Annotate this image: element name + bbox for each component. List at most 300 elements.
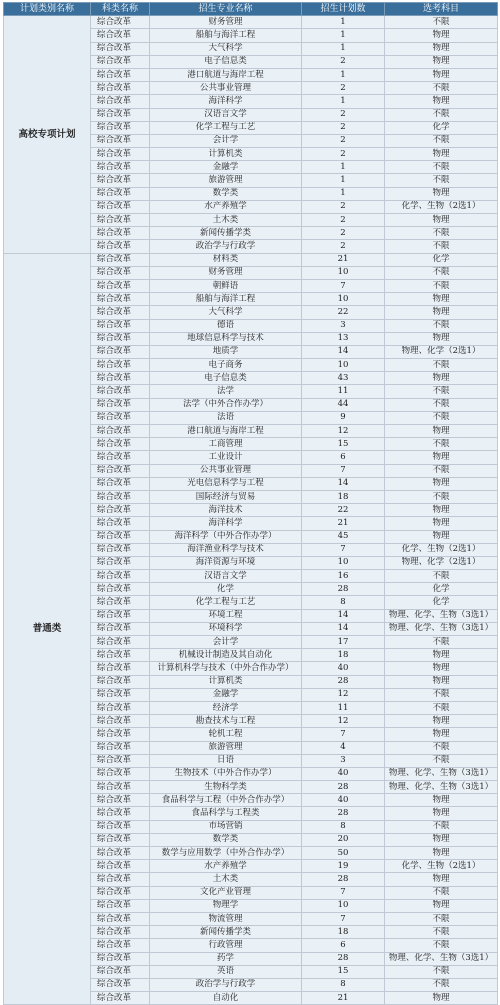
major-name-cell: 电子信息类	[150, 372, 302, 385]
subject-category-cell: 综合改革	[91, 886, 150, 899]
required-subjects-cell: 不限	[385, 912, 498, 925]
major-name-cell: 海洋科学	[150, 95, 302, 108]
subject-category-cell: 综合改革	[91, 411, 150, 424]
subject-category-cell: 综合改革	[91, 965, 150, 978]
major-name-cell: 文化产业管理	[150, 886, 302, 899]
required-subjects-cell: 不限	[385, 240, 498, 253]
subject-category-cell: 综合改革	[91, 29, 150, 42]
plan-count-cell: 1	[302, 42, 385, 55]
header-major-name: 招生专业名称	[150, 3, 302, 16]
required-subjects-cell: 物理	[385, 873, 498, 886]
required-subjects-cell: 不限	[385, 490, 498, 503]
subject-category-cell: 综合改革	[91, 794, 150, 807]
plan-count-cell: 43	[302, 372, 385, 385]
major-name-cell: 药学	[150, 952, 302, 965]
plan-count-cell: 2	[302, 82, 385, 95]
major-name-cell: 化学	[150, 583, 302, 596]
major-name-cell: 汉语言文学	[150, 570, 302, 583]
major-name-cell: 海洋渔业科学与技术	[150, 543, 302, 556]
major-name-cell: 物理学	[150, 899, 302, 912]
plan-count-cell: 18	[302, 926, 385, 939]
plan-count-cell: 20	[302, 833, 385, 846]
subject-category-cell: 综合改革	[91, 939, 150, 952]
plan-count-cell: 40	[302, 662, 385, 675]
subject-category-cell: 综合改革	[91, 134, 150, 147]
subject-category-cell: 综合改革	[91, 148, 150, 161]
required-subjects-cell: 物理	[385, 293, 498, 306]
major-name-cell: 工商管理	[150, 438, 302, 451]
subject-category-cell: 综合改革	[91, 253, 150, 266]
plan-count-cell: 7	[302, 886, 385, 899]
plan-count-cell: 50	[302, 847, 385, 860]
plan-count-cell: 9	[302, 411, 385, 424]
plan-count-cell: 14	[302, 609, 385, 622]
required-subjects-cell: 化学、生物（2选1）	[385, 543, 498, 556]
plan-count-cell: 10	[302, 266, 385, 279]
subject-category-cell: 综合改革	[91, 240, 150, 253]
subject-category-cell: 综合改革	[91, 701, 150, 714]
plan-count-cell: 28	[302, 952, 385, 965]
subject-category-cell: 综合改革	[91, 767, 150, 780]
plan-count-cell: 14	[302, 345, 385, 358]
subject-category-cell: 综合改革	[91, 912, 150, 925]
required-subjects-cell: 物理、化学、生物（3选1）	[385, 609, 498, 622]
subject-category-cell: 综合改革	[91, 833, 150, 846]
required-subjects-cell: 不限	[385, 464, 498, 477]
plan-count-cell: 22	[302, 306, 385, 319]
major-name-cell: 机械设计制造及其自动化	[150, 649, 302, 662]
subject-category-cell: 综合改革	[91, 425, 150, 438]
required-subjects-cell: 不限	[385, 266, 498, 279]
subject-category-cell: 综合改革	[91, 570, 150, 583]
subject-category-cell: 综合改革	[91, 161, 150, 174]
required-subjects-cell: 物理	[385, 807, 498, 820]
major-name-cell: 计算机类	[150, 148, 302, 161]
major-name-cell: 政治学与行政学	[150, 978, 302, 991]
required-subjects-cell: 化学	[385, 121, 498, 134]
table-row	[4, 253, 498, 266]
plan-count-cell: 6	[302, 451, 385, 464]
required-subjects-cell: 不限	[385, 886, 498, 899]
header-plan-category: 计划类别名称	[4, 3, 91, 16]
plan-count-cell: 2	[302, 121, 385, 134]
plan-count-cell: 7	[302, 279, 385, 292]
plan-count-cell: 2	[302, 134, 385, 147]
major-name-cell: 电子商务	[150, 359, 302, 372]
plan-count-cell: 13	[302, 332, 385, 345]
header-required-subjects: 选考科目	[385, 3, 498, 16]
plan-count-cell: 28	[302, 807, 385, 820]
subject-category-cell: 综合改革	[91, 174, 150, 187]
major-name-cell: 大气科学	[150, 306, 302, 319]
plan-count-cell: 11	[302, 701, 385, 714]
table-body	[4, 16, 498, 1005]
plan-count-cell: 10	[302, 556, 385, 569]
major-name-cell: 材料类	[150, 253, 302, 266]
required-subjects-cell: 不限	[385, 174, 498, 187]
subject-category-cell: 综合改革	[91, 214, 150, 227]
plan-count-cell: 2	[302, 55, 385, 68]
required-subjects-cell: 物理	[385, 425, 498, 438]
required-subjects-cell: 化学、生物（2选1）	[385, 860, 498, 873]
required-subjects-cell: 物理、化学（2选1）	[385, 345, 498, 358]
subject-category-cell: 综合改革	[91, 227, 150, 240]
major-name-cell: 旅游管理	[150, 741, 302, 754]
required-subjects-cell: 物理	[385, 42, 498, 55]
plan-count-cell: 10	[302, 899, 385, 912]
plan-count-cell: 12	[302, 715, 385, 728]
subject-category-cell: 综合改革	[91, 649, 150, 662]
required-subjects-cell: 不限	[385, 965, 498, 978]
major-name-cell: 水产养殖学	[150, 860, 302, 873]
major-name-cell: 生物技术（中外合作办学）	[150, 767, 302, 780]
major-name-cell: 土木类	[150, 873, 302, 886]
required-subjects-cell: 物理、化学、生物（3选1）	[385, 952, 498, 965]
subject-category-cell: 综合改革	[91, 899, 150, 912]
required-subjects-cell: 物理	[385, 214, 498, 227]
required-subjects-cell: 不限	[385, 438, 498, 451]
major-name-cell: 食品科学与工程（中外合作办学）	[150, 794, 302, 807]
plan-count-cell: 8	[302, 596, 385, 609]
plan-count-cell: 22	[302, 504, 385, 517]
header-row	[4, 3, 498, 16]
plan-count-cell: 28	[302, 873, 385, 886]
major-name-cell: 土木类	[150, 214, 302, 227]
required-subjects-cell: 物理	[385, 899, 498, 912]
required-subjects-cell: 物理	[385, 992, 498, 1005]
major-name-cell: 数学类	[150, 833, 302, 846]
required-subjects-cell: 物理	[385, 662, 498, 675]
major-name-cell: 英语	[150, 965, 302, 978]
required-subjects-cell: 物理	[385, 55, 498, 68]
major-name-cell: 自动化	[150, 992, 302, 1005]
major-name-cell: 海洋资源与环境	[150, 556, 302, 569]
plan-category-cell: 高校专项计划	[4, 16, 91, 253]
plan-count-cell: 21	[302, 517, 385, 530]
subject-category-cell: 综合改革	[91, 319, 150, 332]
major-name-cell: 法语	[150, 411, 302, 424]
plan-category-cell: 普通类	[4, 253, 91, 1005]
subject-category-cell: 综合改革	[91, 596, 150, 609]
plan-count-cell: 28	[302, 781, 385, 794]
required-subjects-cell: 物理	[385, 332, 498, 345]
subject-category-cell: 综合改革	[91, 754, 150, 767]
required-subjects-cell: 不限	[385, 108, 498, 121]
required-subjects-cell: 不限	[385, 701, 498, 714]
plan-count-cell: 2	[302, 148, 385, 161]
subject-category-cell: 综合改革	[91, 543, 150, 556]
major-name-cell: 光电信息科学与工程	[150, 477, 302, 490]
major-name-cell: 会计学	[150, 636, 302, 649]
plan-count-cell: 7	[302, 728, 385, 741]
required-subjects-cell: 不限	[385, 636, 498, 649]
major-name-cell: 数学类	[150, 187, 302, 200]
subject-category-cell: 综合改革	[91, 609, 150, 622]
major-name-cell: 财务管理	[150, 266, 302, 279]
required-subjects-cell: 物理	[385, 675, 498, 688]
plan-count-cell: 2	[302, 200, 385, 213]
subject-category-cell: 综合改革	[91, 279, 150, 292]
major-name-cell: 环境工程	[150, 609, 302, 622]
subject-category-cell: 综合改革	[91, 662, 150, 675]
major-name-cell: 海洋技术	[150, 504, 302, 517]
major-name-cell: 公共事业管理	[150, 464, 302, 477]
subject-category-cell: 综合改革	[91, 293, 150, 306]
subject-category-cell: 综合改革	[91, 121, 150, 134]
required-subjects-cell: 物理	[385, 306, 498, 319]
major-name-cell: 地球信息科学与技术	[150, 332, 302, 345]
subject-category-cell: 综合改革	[91, 42, 150, 55]
major-name-cell: 大气科学	[150, 42, 302, 55]
required-subjects-cell: 物理、化学、生物（3选1）	[385, 781, 498, 794]
required-subjects-cell: 不限	[385, 570, 498, 583]
required-subjects-cell: 物理	[385, 95, 498, 108]
required-subjects-cell: 不限	[385, 227, 498, 240]
major-name-cell: 地质学	[150, 345, 302, 358]
major-name-cell: 物流管理	[150, 912, 302, 925]
required-subjects-cell: 不限	[385, 741, 498, 754]
plan-count-cell: 11	[302, 385, 385, 398]
required-subjects-cell: 物理	[385, 517, 498, 530]
subject-category-cell: 综合改革	[91, 504, 150, 517]
subject-category-cell: 综合改革	[91, 530, 150, 543]
subject-category-cell: 综合改革	[91, 464, 150, 477]
plan-count-cell: 6	[302, 939, 385, 952]
major-name-cell: 政治学与行政学	[150, 240, 302, 253]
plan-count-cell: 3	[302, 754, 385, 767]
subject-category-cell: 综合改革	[91, 517, 150, 530]
major-name-cell: 电子信息类	[150, 55, 302, 68]
major-name-cell: 新闻传播学类	[150, 926, 302, 939]
plan-count-cell: 12	[302, 425, 385, 438]
major-name-cell: 环境科学	[150, 622, 302, 635]
major-name-cell: 日语	[150, 754, 302, 767]
required-subjects-cell: 物理	[385, 148, 498, 161]
subject-category-cell: 综合改革	[91, 332, 150, 345]
subject-category-cell: 综合改革	[91, 187, 150, 200]
major-name-cell: 金融学	[150, 688, 302, 701]
major-name-cell: 国际经济与贸易	[150, 490, 302, 503]
header-subject-category: 科类名称	[91, 3, 150, 16]
major-name-cell: 公共事业管理	[150, 82, 302, 95]
required-subjects-cell: 物理	[385, 715, 498, 728]
required-subjects-cell: 不限	[385, 134, 498, 147]
subject-category-cell: 综合改革	[91, 622, 150, 635]
required-subjects-cell: 物理	[385, 187, 498, 200]
subject-category-cell: 综合改革	[91, 16, 150, 29]
major-name-cell: 食品科学与工程类	[150, 807, 302, 820]
major-name-cell: 海洋科学	[150, 517, 302, 530]
subject-category-cell: 综合改革	[91, 728, 150, 741]
required-subjects-cell: 物理、化学（2选1）	[385, 556, 498, 569]
required-subjects-cell: 不限	[385, 385, 498, 398]
plan-count-cell: 28	[302, 675, 385, 688]
plan-count-cell: 3	[302, 319, 385, 332]
required-subjects-cell: 不限	[385, 161, 498, 174]
plan-count-cell: 2	[302, 214, 385, 227]
required-subjects-cell: 不限	[385, 398, 498, 411]
plan-count-cell: 14	[302, 477, 385, 490]
required-subjects-cell: 物理、化学、生物（3选1）	[385, 622, 498, 635]
subject-category-cell: 综合改革	[91, 675, 150, 688]
plan-count-cell: 7	[302, 912, 385, 925]
required-subjects-cell: 不限	[385, 688, 498, 701]
plan-count-cell: 1	[302, 16, 385, 29]
subject-category-cell: 综合改革	[91, 847, 150, 860]
required-subjects-cell: 不限	[385, 16, 498, 29]
major-name-cell: 德语	[150, 319, 302, 332]
required-subjects-cell: 物理	[385, 847, 498, 860]
plan-count-cell: 21	[302, 992, 385, 1005]
subject-category-cell: 综合改革	[91, 807, 150, 820]
plan-count-cell: 40	[302, 767, 385, 780]
required-subjects-cell: 物理	[385, 477, 498, 490]
required-subjects-cell: 化学	[385, 253, 498, 266]
major-name-cell: 化学工程与工艺	[150, 121, 302, 134]
subject-category-cell: 综合改革	[91, 860, 150, 873]
subject-category-cell: 综合改革	[91, 715, 150, 728]
major-name-cell: 金融学	[150, 161, 302, 174]
major-name-cell: 勘查技术与工程	[150, 715, 302, 728]
plan-count-cell: 1	[302, 29, 385, 42]
required-subjects-cell: 不限	[385, 978, 498, 991]
required-subjects-cell: 不限	[385, 411, 498, 424]
subject-category-cell: 综合改革	[91, 556, 150, 569]
plan-count-cell: 8	[302, 978, 385, 991]
required-subjects-cell: 物理	[385, 530, 498, 543]
plan-count-cell: 1	[302, 68, 385, 81]
plan-count-cell: 40	[302, 794, 385, 807]
plan-count-cell: 8	[302, 820, 385, 833]
plan-count-cell: 21	[302, 253, 385, 266]
major-name-cell: 经济学	[150, 701, 302, 714]
plan-count-cell: 18	[302, 649, 385, 662]
major-name-cell: 汉语言文学	[150, 108, 302, 121]
major-name-cell: 生物科学类	[150, 781, 302, 794]
plan-count-cell: 16	[302, 570, 385, 583]
subject-category-cell: 综合改革	[91, 68, 150, 81]
plan-count-cell: 18	[302, 490, 385, 503]
admission-plan-table	[3, 2, 498, 1005]
major-name-cell: 朝鲜语	[150, 279, 302, 292]
subject-category-cell: 综合改革	[91, 108, 150, 121]
major-name-cell: 港口航道与海岸工程	[150, 425, 302, 438]
plan-count-cell: 2	[302, 240, 385, 253]
subject-category-cell: 综合改革	[91, 200, 150, 213]
subject-category-cell: 综合改革	[91, 952, 150, 965]
plan-count-cell: 10	[302, 293, 385, 306]
subject-category-cell: 综合改革	[91, 398, 150, 411]
subject-category-cell: 综合改革	[91, 438, 150, 451]
subject-category-cell: 综合改革	[91, 873, 150, 886]
major-name-cell: 财务管理	[150, 16, 302, 29]
required-subjects-cell: 不限	[385, 319, 498, 332]
subject-category-cell: 综合改革	[91, 781, 150, 794]
subject-category-cell: 综合改革	[91, 820, 150, 833]
major-name-cell: 工业设计	[150, 451, 302, 464]
plan-count-cell: 28	[302, 583, 385, 596]
plan-count-cell: 1	[302, 161, 385, 174]
plan-count-cell: 45	[302, 530, 385, 543]
plan-count-cell: 1	[302, 187, 385, 200]
subject-category-cell: 综合改革	[91, 55, 150, 68]
plan-count-cell: 19	[302, 860, 385, 873]
major-name-cell: 行政管理	[150, 939, 302, 952]
required-subjects-cell: 物理	[385, 649, 498, 662]
plan-count-cell: 7	[302, 543, 385, 556]
subject-category-cell: 综合改革	[91, 451, 150, 464]
required-subjects-cell: 物理	[385, 29, 498, 42]
major-name-cell: 市场营销	[150, 820, 302, 833]
plan-count-cell: 2	[302, 227, 385, 240]
major-name-cell: 水产养殖学	[150, 200, 302, 213]
subject-category-cell: 综合改革	[91, 583, 150, 596]
required-subjects-cell: 不限	[385, 820, 498, 833]
required-subjects-cell: 不限	[385, 926, 498, 939]
plan-count-cell: 12	[302, 688, 385, 701]
required-subjects-cell: 物理	[385, 728, 498, 741]
major-name-cell: 新闻传播学类	[150, 227, 302, 240]
required-subjects-cell: 物理	[385, 833, 498, 846]
major-name-cell: 旅游管理	[150, 174, 302, 187]
required-subjects-cell: 不限	[385, 279, 498, 292]
subject-category-cell: 综合改革	[91, 372, 150, 385]
required-subjects-cell: 不限	[385, 82, 498, 95]
required-subjects-cell: 不限	[385, 359, 498, 372]
required-subjects-cell: 物理	[385, 504, 498, 517]
required-subjects-cell: 物理	[385, 794, 498, 807]
major-name-cell: 船舶与海洋工程	[150, 29, 302, 42]
major-name-cell: 港口航道与海岸工程	[150, 68, 302, 81]
required-subjects-cell: 化学	[385, 583, 498, 596]
header-plan-count: 招生计划数	[302, 3, 385, 16]
required-subjects-cell: 不限	[385, 939, 498, 952]
required-subjects-cell: 化学	[385, 596, 498, 609]
subject-category-cell: 综合改革	[91, 95, 150, 108]
plan-count-cell: 15	[302, 965, 385, 978]
subject-category-cell: 综合改革	[91, 477, 150, 490]
subject-category-cell: 综合改革	[91, 978, 150, 991]
required-subjects-cell: 物理	[385, 68, 498, 81]
required-subjects-cell: 化学、生物（2选1）	[385, 200, 498, 213]
table-row	[4, 16, 498, 29]
major-name-cell: 法学（中外合作办学）	[150, 398, 302, 411]
major-name-cell: 化学工程与工艺	[150, 596, 302, 609]
subject-category-cell: 综合改革	[91, 636, 150, 649]
major-name-cell: 船舶与海洋工程	[150, 293, 302, 306]
major-name-cell: 轮机工程	[150, 728, 302, 741]
required-subjects-cell: 物理、化学、生物（3选1）	[385, 767, 498, 780]
plan-count-cell: 1	[302, 174, 385, 187]
required-subjects-cell: 不限	[385, 754, 498, 767]
major-name-cell: 计算机科学与技术（中外合作办学）	[150, 662, 302, 675]
required-subjects-cell: 物理	[385, 451, 498, 464]
subject-category-cell: 综合改革	[91, 359, 150, 372]
subject-category-cell: 综合改革	[91, 306, 150, 319]
major-name-cell: 计算机类	[150, 675, 302, 688]
subject-category-cell: 综合改革	[91, 345, 150, 358]
major-name-cell: 数学与应用数学（中外合作办学）	[150, 847, 302, 860]
subject-category-cell: 综合改革	[91, 741, 150, 754]
subject-category-cell: 综合改革	[91, 688, 150, 701]
plan-count-cell: 15	[302, 438, 385, 451]
plan-count-cell: 17	[302, 636, 385, 649]
subject-category-cell: 综合改革	[91, 82, 150, 95]
plan-count-cell: 7	[302, 464, 385, 477]
required-subjects-cell: 物理	[385, 372, 498, 385]
major-name-cell: 法学	[150, 385, 302, 398]
subject-category-cell: 综合改革	[91, 926, 150, 939]
